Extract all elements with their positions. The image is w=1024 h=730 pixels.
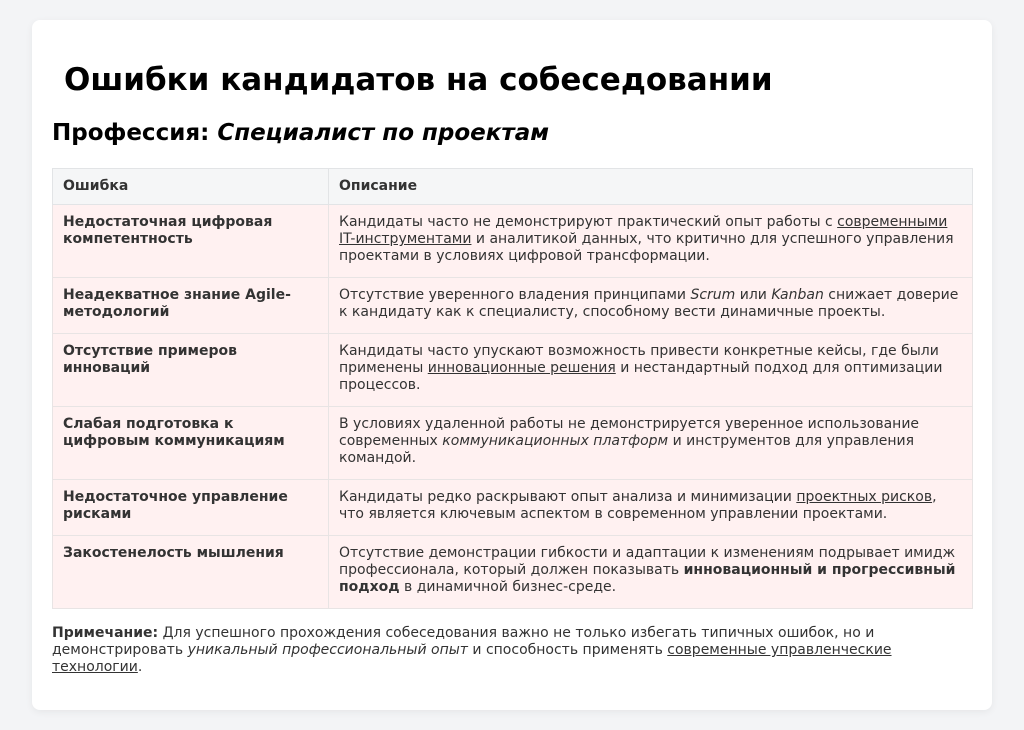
table-row [53, 205, 973, 278]
table-header-row [53, 169, 973, 205]
table-row [53, 536, 973, 609]
error-cell: Слабая подготовка к цифровым коммуникациям [53, 407, 329, 480]
table-row [53, 407, 973, 480]
description-text: и нестандартный подход для оптимизации процессов. [339, 360, 943, 393]
profession-label: Профессия: [52, 120, 210, 146]
description-text: и инструментов для управления командой. [339, 433, 915, 466]
page-title: Ошибки кандидатов на собеседовании [64, 62, 773, 98]
table-row [53, 334, 973, 407]
error-cell: Закостенелость мышления [53, 536, 329, 609]
description-cell [329, 536, 973, 609]
error-cell: Недостаточное управление рисками [53, 480, 329, 536]
underlined-term: инновационные решения [427, 360, 616, 376]
table-row [53, 278, 973, 334]
description-cell [329, 407, 973, 480]
error-cell: Отсутствие примеров инноваций [53, 334, 329, 407]
description-cell [329, 334, 973, 407]
description-text: или [735, 287, 772, 303]
underlined-term: проектных рисков [796, 489, 933, 505]
description-cell [329, 205, 973, 278]
note-text: Для успешного прохождения собеседования важно не только избегать типичных ошибок, но и демонстрировать [52, 625, 875, 658]
description-text: В условиях удаленной работы не демонстрируется уверенное использование современных [339, 416, 920, 449]
description-text: Кандидаты часто не демонстрируют практический опыт работы с [339, 214, 838, 230]
italic-term: Kanban [771, 287, 824, 303]
underlined-term: современными IT-инструментами [339, 214, 948, 247]
profession-value: Специалист по проектам [217, 120, 550, 146]
description-text: в динамичной бизнес-среде. [399, 579, 617, 595]
table-row [53, 480, 973, 536]
bold-term: инновационный и прогрессивный подход [339, 562, 956, 595]
description-text: и аналитикой данных, что критично для успешного управления проектами в условиях цифровой трансформации. [339, 231, 954, 264]
description-text: Кандидаты редко раскрывают опыт анализа и минимизации [339, 489, 797, 505]
italic-term: коммуникационных платформ [442, 433, 669, 449]
errors-table [52, 168, 973, 609]
error-cell: Недостаточная цифровая компетентность [53, 205, 329, 278]
description-cell [329, 480, 973, 536]
description-cell [329, 278, 973, 334]
description-text: Кандидаты часто упускают возможность привести конкретные кейсы, где были применены [339, 343, 939, 376]
description-text: , что является ключевым аспектом в современном управлении проектами. [339, 489, 937, 522]
description-text: Отсутствие демонстрации гибкости и адаптации к изменениям подрывает имидж профессионала, который должен показывать [339, 545, 956, 578]
note-text: . [137, 659, 143, 675]
column-header-description: Описание [329, 169, 973, 205]
italic-term: уникальный профессиональный опыт [187, 642, 468, 658]
error-cell: Неадекватное знание Agile-методологий [53, 278, 329, 334]
note-text: и способность применять [467, 642, 668, 658]
note-label: Примечание: [52, 625, 159, 641]
description-text: Отсутствие уверенного владения принципами [339, 287, 691, 303]
description-text: снижает доверие к кандидату как к специалисту, способному вести динамичные проекты. [339, 287, 959, 320]
document-card [32, 20, 992, 710]
profession-heading [52, 118, 549, 148]
column-header-error: Ошибка [53, 169, 329, 205]
underlined-term: современные управленческие технологии [52, 642, 892, 675]
footnote [52, 625, 912, 676]
italic-term: Scrum [690, 287, 736, 303]
